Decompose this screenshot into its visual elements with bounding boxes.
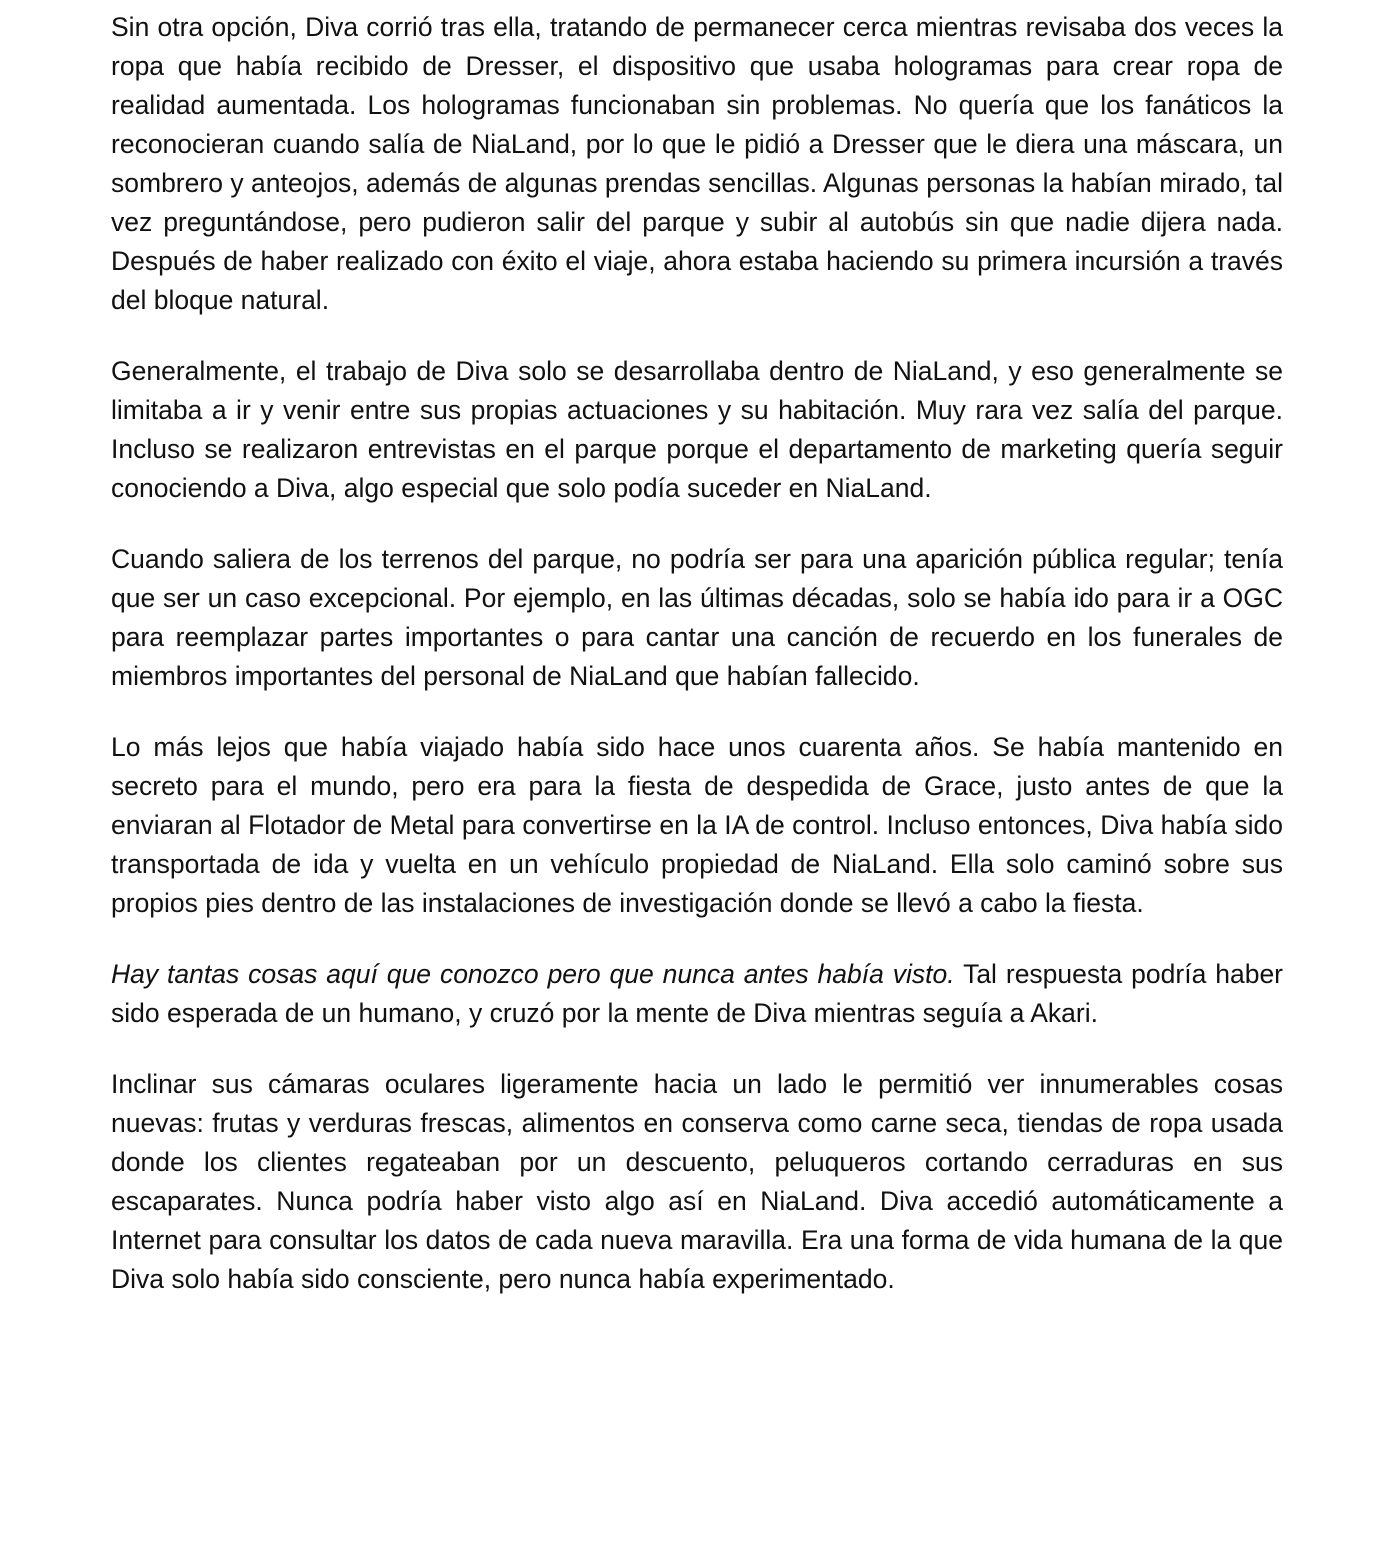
italic-thought: Hay tantas cosas aquí que conozco pero que nunca antes había visto. <box>111 959 955 989</box>
paragraph: Inclinar sus cámaras oculares ligeramente hacia un lado le permitió ver innumerables cosas nuevas: frutas y verduras frescas, alimentos en conserva como carne seca, tiendas de ropa usada donde los clientes regateaban por un descuento, peluqueros cortando cerraduras en sus escaparates. Nunca podría haber visto algo así en NiaLand. Diva accedió automáticamente a Internet para consultar los datos de cada nueva maravilla. Era una forma de vida humana de la que Diva solo había sido consciente, pero nunca había experimentado. <box>111 1069 1283 1294</box>
paragraph: Generalmente, el trabajo de Diva solo se desarrollaba dentro de NiaLand, y eso generalmente se limitaba a ir y venir entre sus propias actuaciones y su habitación. Muy rara vez salía del parque. Incluso se realizaron entrevistas en el parque porque el departamento de marketing quería seguir conociendo a Diva, algo especial que solo podía suceder en NiaLand. <box>111 356 1283 503</box>
document-page <box>111 8 1283 1299</box>
paragraph: Cuando saliera de los terrenos del parque, no podría ser para una aparición pública regular; tenía que ser un caso excepcional. Por ejemplo, en las últimas décadas, solo se había ido para ir a OGC para reemplazar partes importantes o para cantar una canción de recuerdo en los funerales de miembros importantes del personal de NiaLand que habían fallecido. <box>111 544 1283 691</box>
paragraph: Sin otra opción, Diva corrió tras ella, tratando de permanecer cerca mientras revisaba dos veces la ropa que había recibido de Dresser, el dispositivo que usaba hologramas para crear ropa de realidad aumentada. Los hologramas funcionaban sin problemas. No quería que los fanáticos la reconocieran cuando salía de NiaLand, por lo que le pidió a Dresser que le diera una máscara, un sombrero y anteojos, además de algunas prendas sencillas. Algunas personas la habían mirado, tal vez preguntándose, pero pudieron salir del parque y subir al autobús sin que nadie dijera nada. Después de haber realizado con éxito el viaje, ahora estaba haciendo su primera incursión a través del bloque natural. <box>111 12 1283 315</box>
paragraph-with-italic-thought <box>111 955 1283 1033</box>
paragraph-continuation: Tal respuesta podría haber sido esperada de un humano, y cruzó por la mente de Diva mientras seguía a Akari. <box>111 959 1284 1028</box>
paragraph: Lo más lejos que había viajado había sido hace unos cuarenta años. Se había mantenido en secreto para el mundo, pero era para la fiesta de despedida de Grace, justo antes de que la enviaran al Flotador de Metal para convertirse en la IA de control. Incluso entonces, Diva había sido transportada de ida y vuelta en un vehículo propiedad de NiaLand. Ella solo caminó sobre sus propios pies dentro de las instalaciones de investigación donde se llevó a cabo la fiesta. <box>111 732 1283 918</box>
